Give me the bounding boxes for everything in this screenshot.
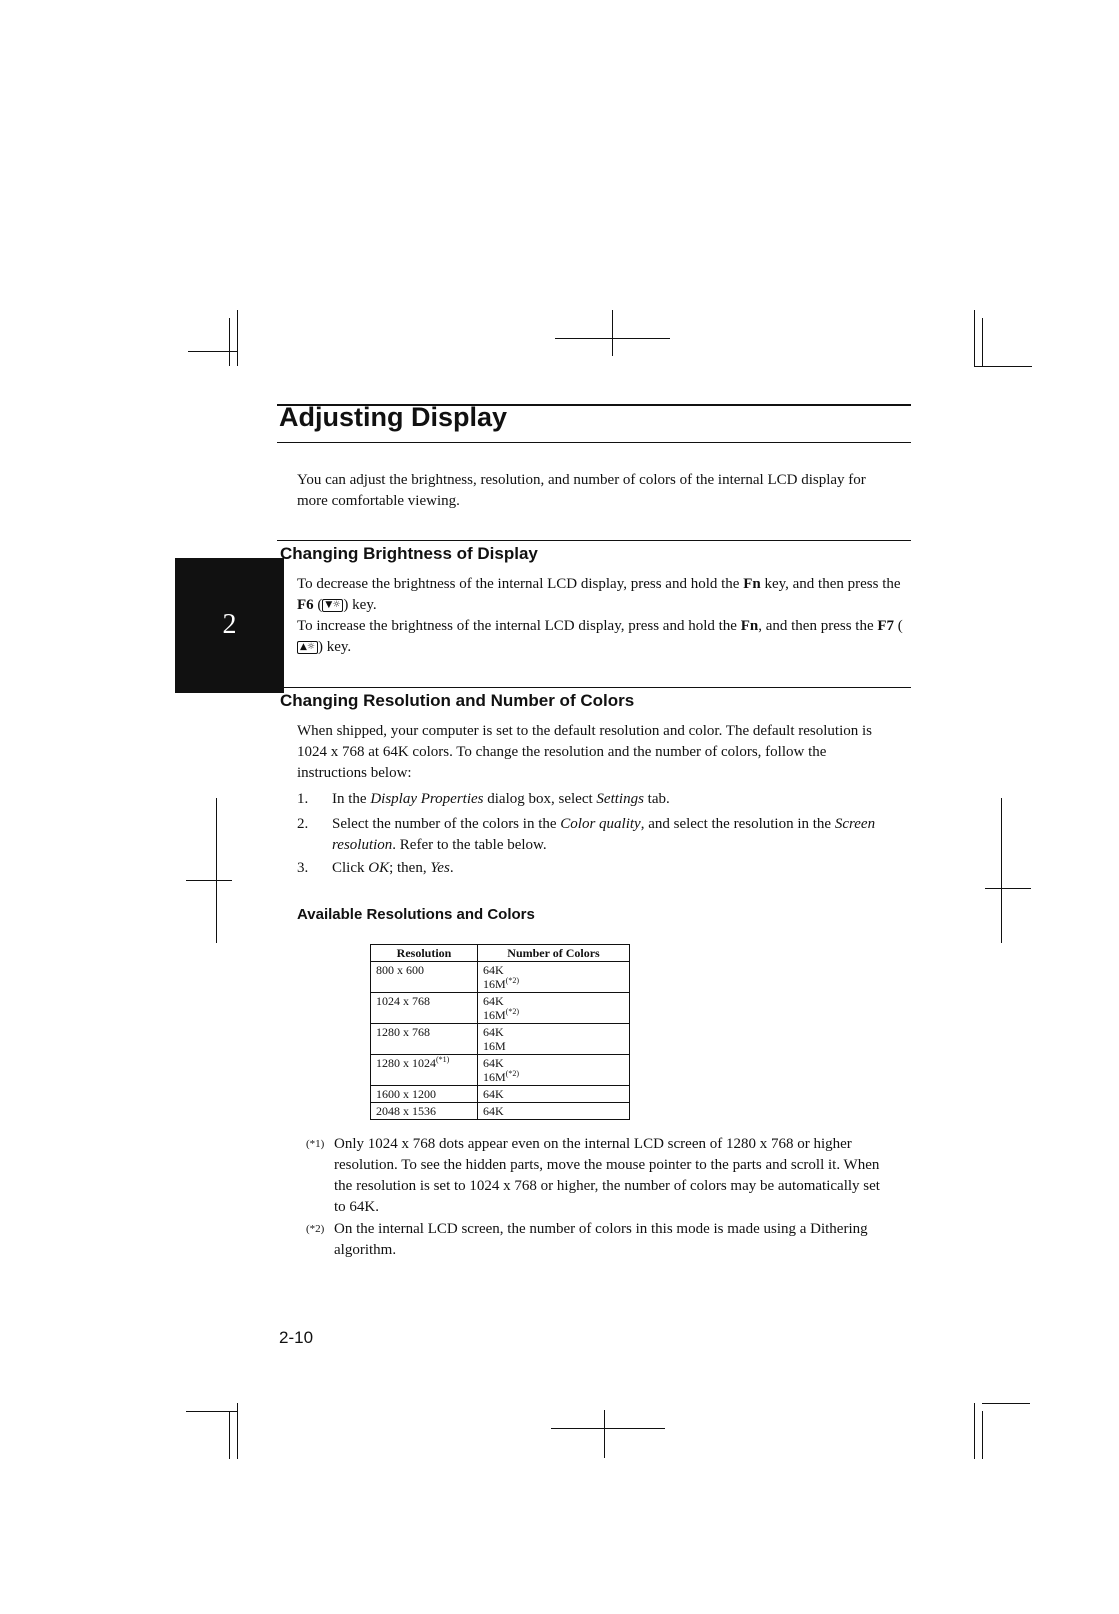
f7-key-label: F7 bbox=[877, 618, 895, 634]
color-value-text: 16M bbox=[483, 1008, 506, 1022]
brightness-up-icon: ▲☼ bbox=[297, 641, 318, 654]
setting-name: Color quality bbox=[560, 816, 641, 832]
footnote-ref: (*2) bbox=[505, 1069, 519, 1078]
step-number: 2. bbox=[297, 816, 309, 832]
color-value bbox=[483, 1008, 624, 1022]
resolution-cell bbox=[371, 1086, 478, 1103]
text-segment: To increase the brightness of the internal LCD display, press and hold the bbox=[297, 618, 741, 634]
text-segment: key, and then press the bbox=[760, 576, 901, 592]
step-item bbox=[332, 858, 892, 879]
footnote-text: On the internal LCD screen, the number of colors in this mode is made using a Dithering algorithm. bbox=[334, 1221, 868, 1258]
color-value: 64K bbox=[483, 994, 504, 1008]
footnote-ref: (*1) bbox=[436, 1055, 450, 1064]
brightness-decrease-text: To decrease the brightness of the internal LCD display, press and hold the Fn key, and then press the F6 ( ▼☼ ) key. bbox=[297, 576, 901, 613]
button-name: Yes bbox=[430, 860, 450, 876]
color-value bbox=[483, 1039, 624, 1053]
table-row bbox=[371, 1103, 630, 1120]
f6-key-label: F6 bbox=[297, 597, 314, 613]
step-number: 1. bbox=[297, 791, 309, 807]
color-value bbox=[483, 977, 624, 991]
table-row bbox=[371, 1024, 630, 1055]
table-heading: Available Resolutions and Colors bbox=[297, 906, 535, 923]
text-segment: tab. bbox=[643, 791, 670, 807]
resolution-cell bbox=[371, 1103, 478, 1120]
text-segment: Click bbox=[332, 860, 369, 876]
text-segment: . Refer to the table below. bbox=[392, 837, 547, 853]
table-header-row bbox=[371, 945, 630, 962]
text-segment: To decrease the brightness of the internal LCD display, press and hold the bbox=[297, 576, 744, 592]
brightness-increase-text: To increase the brightness of the internal LCD display, press and hold the Fn, and then press the F7 (▲☼ ) key. bbox=[297, 618, 903, 655]
button-name: OK bbox=[368, 860, 390, 876]
resolution-cell bbox=[371, 993, 478, 1024]
chapter-number: 2 bbox=[222, 609, 237, 640]
resolution-cell bbox=[371, 1024, 478, 1055]
footnote-mark: (*2) bbox=[306, 1223, 325, 1235]
resolution-intro: When shipped, your computer is set to the default resolution and color. The default resolution is 1024 x 768 at 64K colors. To change the resolution and the number of colors, follow the instructions below: bbox=[297, 723, 873, 781]
text-segment: dialog box, select bbox=[483, 791, 597, 807]
color-value bbox=[483, 1070, 624, 1084]
text-segment: , and select the resolution in the bbox=[640, 816, 835, 832]
text-segment: key. bbox=[348, 597, 377, 613]
title-rule-bottom bbox=[277, 442, 911, 443]
colors-cell bbox=[478, 962, 630, 993]
resolution-cell bbox=[371, 1055, 478, 1086]
color-value-text: 16M bbox=[483, 1070, 506, 1084]
tab-name: Settings bbox=[596, 791, 644, 807]
color-value-text: 16M bbox=[483, 977, 506, 991]
colors-cell bbox=[478, 1086, 630, 1103]
text-segment: ; then, bbox=[389, 860, 431, 876]
resolution-heading: Changing Resolution and Number of Colors bbox=[280, 691, 635, 710]
dialog-name: Display Properties bbox=[370, 791, 484, 807]
fn-key-label: Fn bbox=[740, 618, 759, 634]
table-row bbox=[371, 962, 630, 993]
table-row bbox=[371, 993, 630, 1024]
resolution-value: 1280 x 1024 bbox=[376, 1056, 436, 1070]
footnote-text: Only 1024 x 768 dots appear even on the internal LCD screen of 1280 x 768 or higher resolution. To see the hidden parts, move the mouse pointer to the parts and scroll it. When the resolution is set to 1024 x 768 or higher, the number of colors may be automatically set to 64K. bbox=[334, 1136, 880, 1215]
text-segment: Select the number of the colors in the bbox=[332, 816, 561, 832]
text-segment: , and then press the bbox=[758, 618, 878, 634]
section-rule bbox=[277, 687, 911, 688]
color-value: 64K bbox=[483, 1025, 504, 1039]
page-title: Adjusting Display bbox=[279, 402, 508, 432]
colors-cell bbox=[478, 1103, 630, 1120]
resolution-value: 1280 x 768 bbox=[376, 1025, 430, 1039]
page-number: 2-10 bbox=[279, 1328, 314, 1347]
resolution-value: 800 x 600 bbox=[376, 963, 424, 977]
footnote-mark: (*1) bbox=[306, 1138, 325, 1150]
colors-cell bbox=[478, 1024, 630, 1055]
footnote-ref: (*2) bbox=[505, 976, 519, 985]
text-segment: In the bbox=[332, 791, 371, 807]
colors-cell bbox=[478, 1055, 630, 1086]
setting-name: Screen resolution bbox=[332, 816, 876, 853]
colors-cell bbox=[478, 993, 630, 1024]
column-header-colors: Number of Colors bbox=[478, 945, 630, 962]
color-value: 64K bbox=[483, 1087, 504, 1101]
table-row bbox=[371, 1086, 630, 1103]
brightness-heading: Changing Brightness of Display bbox=[280, 544, 538, 563]
resolution-value: 1024 x 768 bbox=[376, 994, 430, 1008]
column-header-resolution: Resolution bbox=[371, 945, 478, 962]
color-value: 64K bbox=[483, 1104, 504, 1118]
intro-paragraph: You can adjust the brightness, resolution, and number of colors of the internal LCD display for more comfortable viewing. bbox=[297, 472, 866, 509]
text-segment: . bbox=[449, 860, 454, 876]
resolution-value: 2048 x 1536 bbox=[376, 1104, 436, 1118]
resolution-table bbox=[370, 944, 630, 1120]
resolution-cell bbox=[371, 962, 478, 993]
step-number: 3. bbox=[297, 860, 309, 876]
brightness-down-icon: ▼☼ bbox=[322, 599, 343, 612]
section-rule bbox=[277, 540, 911, 541]
text-segment: key. bbox=[323, 639, 352, 655]
color-value: 64K bbox=[483, 1056, 504, 1070]
table-body bbox=[371, 962, 630, 1120]
color-value-text: 16M bbox=[483, 1039, 506, 1053]
fn-key-label: Fn bbox=[743, 576, 761, 592]
color-value: 64K bbox=[483, 963, 504, 977]
table-row bbox=[371, 1055, 630, 1086]
footnote-ref: (*2) bbox=[505, 1007, 519, 1016]
resolution-value: 1600 x 1200 bbox=[376, 1087, 436, 1101]
step-item bbox=[332, 789, 892, 810]
step-item bbox=[332, 814, 888, 856]
